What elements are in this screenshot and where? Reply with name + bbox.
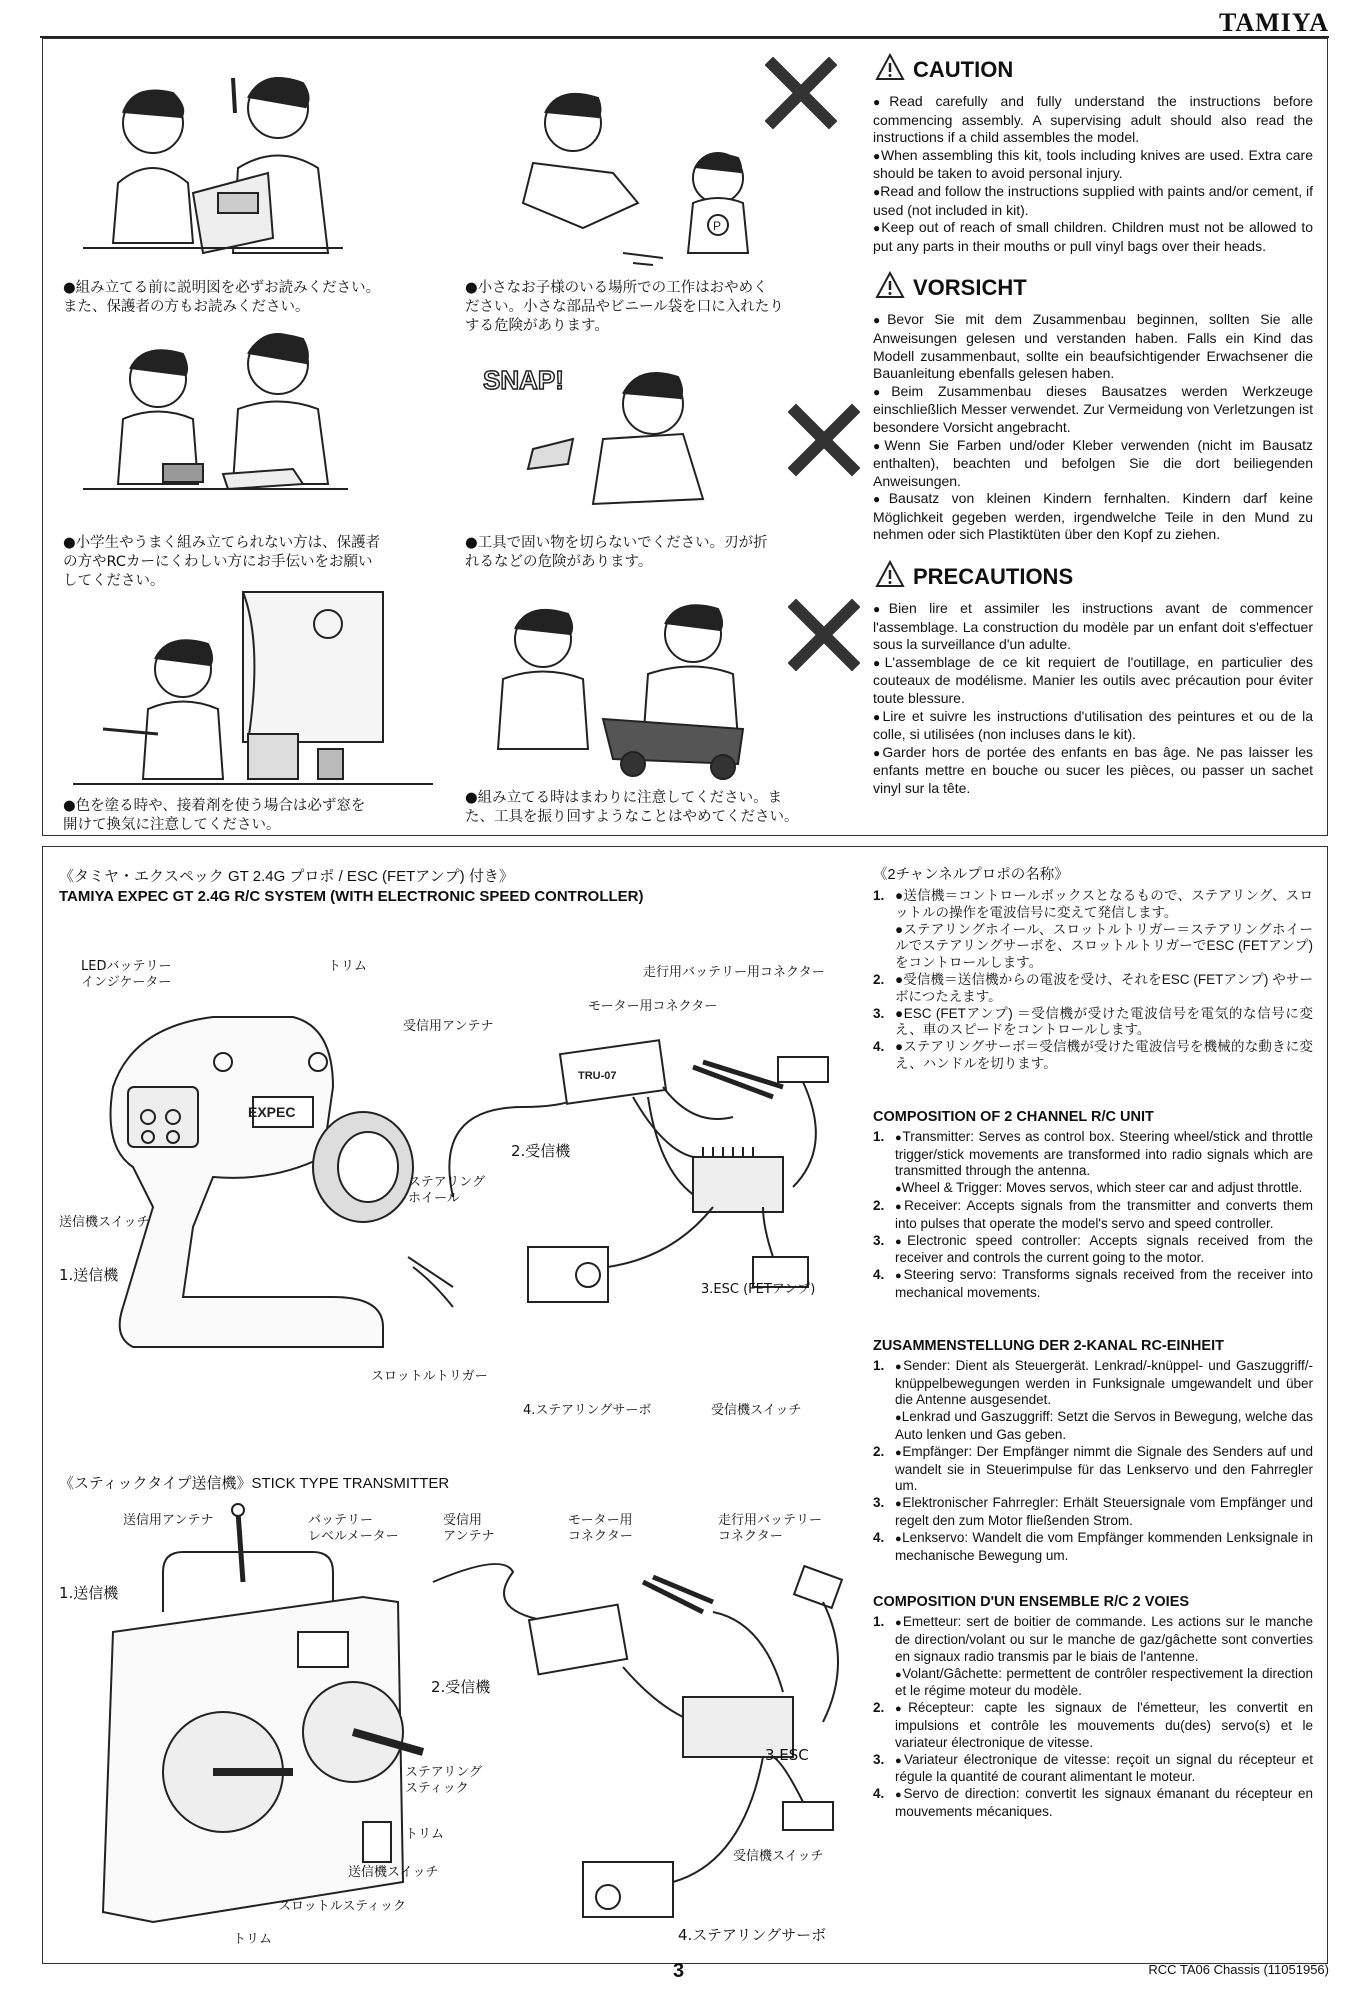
caption-read-instructions: ●組み立てる前に説明図を必ずお読みください。 また、保護者の方もお読みください。 — [63, 280, 381, 315]
receiver-brand-text: TRU-07 — [578, 1070, 617, 1082]
composition-de-item: 2. ● Empfänger: Der Empfänger nimmt die Signale des Senders auf und wandelt sie in Steuerimpulse für das Lenkservo und den Fahrregler um. — [873, 1444, 1313, 1495]
warning-item: ● Read and follow the instructions supplied with paints and/or cement, if used (not included in kit). — [873, 183, 1313, 219]
label-rx-antenna: 受信用 アンテナ — [443, 1513, 495, 1544]
warning-section-caution — [873, 53, 1313, 255]
system2-title: 《スティックタイプ送信機》STICK TYPE TRANSMITTER — [59, 1475, 450, 1492]
warning-triangle-icon — [875, 53, 905, 87]
svg-text:P: P — [713, 219, 722, 233]
names-jp-item: 3. ●ESC (FETアンプ) ＝受信機が受けた電波信号を電気的な信号に変え、車のスピードをコントロールします。 — [873, 1005, 1313, 1038]
warning-heading: VORSICHT — [913, 275, 1027, 301]
composition-en-item: 1. ● Transmitter: Serves as control box. Steering wheel/stick and throttle trigger/stick movements are transformed into radio signals which are transmitted through the antenna. — [873, 1129, 1313, 1180]
composition-de-item: ● Lenkrad und Gaszuggriff: Setzt die Servos in Bewegung, welche das Auto lenken und Gas geben. — [873, 1409, 1313, 1444]
system1-title-en: TAMIYA EXPEC GT 2.4G R/C SYSTEM (WITH ELECTRONIC SPEED CONTROLLER) — [59, 888, 644, 905]
illustration-cutting-tools — [473, 329, 763, 519]
warning-item: ● Beim Zusammenbau dieses Bausatzes werden Werkzeuge einschließlich Messer verwendet. Zur Vermeidung von Verletzungen ist besondere Vorsicht angebracht. — [873, 383, 1313, 437]
composition-de-item: 1. ● Sender: Dient als Steuergerät. Lenkrad/-knüppel- und Gaszuggriff/- knüppelbewegungen werden in Funksignale umgewandelt und über die Antenne ausgesendet. — [873, 1358, 1313, 1409]
label-motor-connector: モーター用コネクター — [588, 999, 718, 1014]
caption-cutting-tools: ●工具で固い物を切らないでください。刃が折 れるなどの危険があります。 — [465, 535, 768, 570]
label-rx-switch-2: 受信機スイッチ — [733, 1849, 824, 1864]
warnings-column — [873, 47, 1313, 814]
warning-triangle-icon — [875, 560, 905, 594]
composition-fr-item: 4. ● Servo de direction: convertit les signaux émanant du récepteur en mouvements mécaniques. — [873, 1786, 1313, 1821]
composition-de-title: ZUSAMMENSTELLUNG DER 2-KANAL RC-EINHEIT — [873, 1337, 1224, 1354]
caption-small-children: ●小さなお子様のいる場所での工作はおやめく ださい。小さな部品やビニール袋を口に入れたり する危険があります。 — [465, 280, 784, 334]
composition-en-item: 2. ● Receiver: Accepts signals from the transmitter and converts them into pulses that operate the model's servo and speed controller. — [873, 1198, 1313, 1233]
composition-en-item: ● Wheel & Trigger: Moves servos, which steer car and adjust throttle. — [873, 1180, 1313, 1198]
label-led-indicator: LEDバッテリー インジケーター — [81, 959, 172, 990]
label-transmitter-2: 1.送信機 — [59, 1584, 119, 1602]
transmitter-brand-text: EXPEC — [248, 1104, 296, 1120]
warning-item: ● Lire et suivre les instructions d'utilisation des peintures et ou de la colle, si utilisées (non incluses dans le kit). — [873, 708, 1313, 744]
warning-item: ● Keep out of reach of small children. Children must not be allowed to put any parts in their mouths or pull vinyl bags over their heads. — [873, 219, 1313, 255]
label-throttle-stick: スロットルスティック — [278, 1899, 407, 1914]
label-steering-stick: ステアリング スティック — [405, 1765, 482, 1796]
composition-en-title: COMPOSITION OF 2 CHANNEL R/C UNIT — [873, 1108, 1154, 1125]
label-receiver-2: 2.受信機 — [431, 1678, 491, 1696]
warning-item: ● Bausatz von kleinen Kindern fernhalten. Kindern darf keine Möglichkeit gegeben werden, irgendwelche Teile in den Mund zu nehmen oder sich Plastiktüten über den Kopf zu ziehen. — [873, 490, 1313, 544]
names-column — [873, 863, 1313, 1821]
stick-system-diagram — [63, 1502, 863, 1942]
page-number: 3 — [673, 1960, 685, 1982]
warning-section-precautions — [873, 560, 1313, 798]
label-tx-antenna: 送信用アンテナ — [123, 1513, 214, 1528]
composition-de-item: 4. ● Lenkservo: Wandelt die vom Empfänger kommenden Lenksignale in mechanische Bewegung um. — [873, 1530, 1313, 1565]
label-esc-2: 3.ESC — [765, 1746, 809, 1764]
names-jp-item: 2. ●受信機＝送信機からの電波を受け、それをESC (FETアンプ) やサーボにつたえます。 — [873, 971, 1313, 1004]
label-motor-connector-2: モーター用 コネクター — [568, 1513, 633, 1544]
label-trim: トリム — [328, 959, 368, 974]
names-jp-title: 《2チャンネルプロポの名称》 — [873, 867, 1069, 883]
composition-fr-item: 2. ● Récepteur: capte les signaux de l'émetteur, les convertit en impulsions et contrôle les mouvements du(des) servo(s) et le variateur électronique de vitesse. — [873, 1700, 1313, 1751]
composition-fr-title: COMPOSITION D'UN ENSEMBLE R/C 2 VOIES — [873, 1594, 1190, 1611]
caption-adult-help: ●小学生やうまく組み立てられない方は、保護者 の方やRCカーにくわしい方にお手伝いをお願い してください。 — [63, 535, 381, 589]
composition-en-item: 4. ● Steering servo: Transforms signals received from the receiver into mechanical movements. — [873, 1267, 1313, 1302]
label-receiver-switch: 受信機スイッチ — [711, 1403, 802, 1418]
warning-item: ● Read carefully and fully understand the instructions before commencing assembly. A supervising adult should also read the instructions if a child assembles the model. — [873, 93, 1313, 147]
safety-panel — [42, 38, 1328, 836]
label-receiver: 2.受信機 — [511, 1142, 571, 1160]
warning-item: ● Bien lire et assimiler les instructions avant de commencer l'assemblage. La construction du modèle par un enfant doit s'effectuer sous la surveillance d'un adulte. — [873, 600, 1313, 654]
warning-heading: PRECAUTIONS — [913, 564, 1074, 590]
prohibited-x-icon — [788, 599, 860, 676]
label-steering-wheel: ステアリング ホイール — [408, 1175, 485, 1206]
warning-item: ● Wenn Sie Farben und/oder Kleber verwenden (nicht im Bausatz enthalten), beachten und befolgen Sie die dort beiliegenden Anweisungen. — [873, 437, 1313, 491]
label-trim-a: トリム — [405, 1827, 445, 1842]
warning-item: ● Bevor Sie mit dem Zusammenbau beginnen, sollten Sie alle Anweisungen gelesen und verstanden haben. Falls ein Kind das Modell zusammenbaut, sollte ein beaufsichtigender Erwachsener die Bauanleitung ebenfalls gelesen haben. — [873, 311, 1313, 382]
label-battery-connector: 走行用バッテリー用コネクター — [643, 965, 825, 980]
label-battery-meter: バッテリー レベルメーター — [308, 1513, 399, 1544]
label-steering-servo-2: 4.ステアリングサーボ — [678, 1926, 827, 1944]
warning-triangle-icon — [875, 271, 905, 305]
label-transmitter: 1.送信機 — [59, 1266, 119, 1284]
label-transmitter-switch: 送信機スイッチ — [59, 1215, 150, 1230]
rc-system-panel — [42, 846, 1328, 1964]
illustration-read-instructions — [63, 53, 353, 278]
composition-fr-item: 3. ● Variateur électronique de vitesse: reçoit un signal du récepteur et régule la quantité de courant alimentant le moteur. — [873, 1752, 1313, 1787]
caption-swinging-tools: ●組み立てる時はまわりに注意してください。ま た、工具を振り回すようなことはやめてください。 — [465, 790, 799, 825]
label-receiver-antenna: 受信用アンテナ — [403, 1019, 494, 1034]
label-throttle-trigger: スロットルトリガー — [371, 1369, 488, 1384]
illustration-small-children — [463, 53, 773, 278]
caption-ventilation: ●色を塗る時や、接着剤を使う場合は必ず窓を 開けて換気に注意してください。 — [63, 798, 366, 833]
svg-text:SNAP!: SNAP! — [483, 365, 564, 395]
label-steering-servo: 4.ステアリングサーボ — [523, 1403, 652, 1418]
warning-section-vorsicht — [873, 271, 1313, 544]
illustration-swinging-tools — [473, 579, 773, 794]
prohibited-x-icon — [765, 57, 837, 134]
system1-title-jp: 《タミヤ・エクスペック GT 2.4G プロポ / ESC (FETアンプ) 付き》 — [59, 868, 514, 885]
prohibited-x-icon — [788, 404, 860, 481]
label-battery-connector-2: 走行用バッテリー コネクター — [718, 1513, 823, 1544]
brand-logo: TAMIYA — [1218, 8, 1329, 37]
names-jp-item: 4. ●ステアリングサーボ＝受信機が受けた電波信号を機械的な動きに変え、ハンドルを切ります。 — [873, 1039, 1313, 1071]
warning-item: ● Garder hors de portée des enfants en bas âge. Ne pas laisser les enfants mettre en bouche ou sucer les pièces, ou passer un sachet vinyl sur la tête. — [873, 744, 1313, 798]
warning-item: ● When assembling this kit, tools including knives are used. Extra care should be taken to avoid personal injury. — [873, 147, 1313, 183]
label-esc: 3.ESC (FETアンプ) — [701, 1282, 816, 1297]
warning-item: ● L'assemblage de ce kit requiert de l'outillage, en particulier des couteaux de modélisme. Manier les outils avec précaution pour éviter toute blessure. — [873, 654, 1313, 708]
document-id: RCC TA06 Chassis (11051956) — [1148, 1962, 1329, 1977]
label-tx-switch-2: 送信機スイッチ — [348, 1865, 439, 1880]
warning-heading: CAUTION — [913, 57, 1014, 82]
composition-fr-item: 1. ● Emetteur: sert de boitier de commande. Les actions sur le manche de direction/volant ou sur le manche de gaz/gâchette sont converties en signaux radio transmis par le biais de l'antenne. — [873, 1614, 1313, 1665]
illustration-adult-help — [63, 314, 353, 529]
composition-en-item: 3. ● Electronic speed controller: Accepts signals received from the receiver and controls the current going to the motor. — [873, 1233, 1313, 1268]
illustration-ventilation — [63, 584, 443, 799]
composition-de-item: 3. ● Elektronischer Fahrregler: Erhält Steuersignale vom Empfänger und regelt den zum Motor fließenden Strom. — [873, 1495, 1313, 1530]
names-jp-item: 1. ●送信機＝コントロールボックスとなるもので、ステアリング、スロットルの操作を電波信号に変えて発信します。 — [873, 888, 1313, 920]
composition-fr-item: ● Volant/Gâchette: permettent de contrôler respectivement la direction et le régime moteur du modèle. — [873, 1666, 1313, 1701]
names-jp-item: ●ステアリングホイール、スロットルトリガー＝ステアリングホイールでステアリングサーボを、スロットルトリガーでESC (FETアンプ) をコントロールします。 — [895, 921, 1313, 971]
label-trim-b: トリム — [233, 1932, 273, 1947]
